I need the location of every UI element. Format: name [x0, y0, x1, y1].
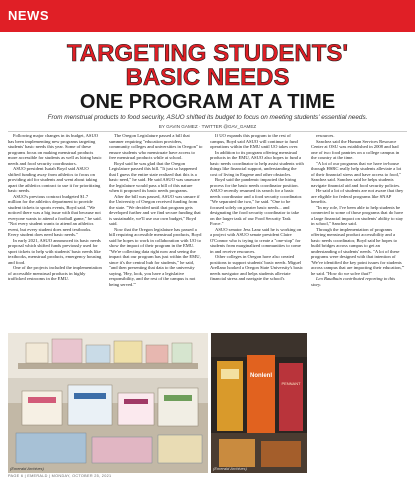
paragraph: Boyd said the pandemic impacted the hiring process for the basic needs coordinator position. ASUO recently resumed its search for a basic needs coordinator and a food security coordinator. "We separated the two," he said. "One to be focused solely on greater basic needs... and designating the food security coordinator to take on the larger task of our Food Security Task Force."	[210, 177, 303, 226]
paragraph: If UO expands this program to the rest of campus, Boyd said ASUO will continue to fund operations within the EMU until UO takes over.	[210, 133, 299, 149]
byline: BY GAVIN GAMEZ · TWITTER @GAV_GAMEZ	[158, 124, 257, 129]
photo-credit-2: (Emerald Archives)	[213, 466, 247, 471]
paragraph: Now that the Oregon legislature has passed a bill requiring accessible menstrual products, Boyd said he hopes to work in collaboration with UO to show the impact of their program in the EMU. "We're collecting data right now and seeing the impact that our program has just within the EMU, since it's the central hub for students," he said, "and then presenting that data to the university saying, 'Hey, look, you have a legislative responsibility, and the rest of the campus is not being served.'"	[109, 226, 202, 287]
headline-line-1: TARGETING STUDENTS'	[66, 40, 349, 67]
paragraph: "In my role, I've been able to help students be connected to some of those programs that do have a large financial impact on students' ability to stay in school," Sanchez said.	[311, 204, 404, 226]
article-column-4	[311, 133, 405, 471]
paragraph: resources.	[316, 133, 335, 138]
paragraph-italic: Leo Baudhuin contributed reporting to this story.	[311, 276, 396, 287]
paragraph: The Oregon Legislature passed a bill that summer requiring "education providers, community colleges and universities in Oregon" to ensure students who menstruate have access to free menstrual products while at school.	[109, 133, 203, 160]
headline-line-2: BASIC NEEDS	[125, 64, 290, 91]
paragraph: In addition to its program offering menstrual products in the EMU, ASUO also hopes to fund a basic needs coordinator to help assist students with things like financial support, understanding the cost of living in Eugene and other obstacles.	[210, 149, 304, 177]
divider	[8, 131, 407, 132]
photo-menstrual-products-art	[8, 333, 208, 473]
article-column-1	[8, 133, 102, 331]
paragraph: "A lot of our programs that we have in-house through HSRC really help students alleviate a lot of their financial stress and have access to food," Sanchez said. Sanchez said he helps students navigate financial aid and food security policies.	[311, 160, 402, 188]
paragraph: Through the implementation of programs offering menstrual product accessibility and a basic needs coordinator, Boyd said he hopes to build bridges across campus to get an understanding of students' needs. "A lot of these programs were designed with that intention of 'We've identified the key point issues for students across campus that are impacting their education,'" he said. "How do we solve that?"	[311, 226, 405, 276]
paragraph: In early 2021, ASUO announced its basic needs proposal which shifted funds previously used for sport tickets to help with students' basic needs like textbooks, menstrual products, emergency housing and food.	[8, 237, 102, 265]
paragraph: Boyd said he was glad that the Oregon Legislature passed this bill. "It just so happened that I guess the entire state realized that this is a basic need," he said. He said ASUO was unaware the legislature would pass a bill of this nature when it proposed its basic needs programs.	[109, 160, 200, 193]
photo-food-pantry	[211, 333, 307, 473]
page-footer: PAGE 6 | EMERALD | MONDAY, OCTOBER 25, 2021	[8, 474, 112, 478]
paragraph: Following major changes in its budget, ASUO has been implementing new programs targeting students' basic needs this year. Some of these programs focus on making menstrual products more accessible for students as well as hiring basic needs and food security coordinators.	[8, 133, 102, 166]
box-label-2: PENNANT	[281, 381, 301, 386]
section-label: NEWS	[8, 8, 49, 23]
deck: From menstrual products to food security, ASUO shifted its budget to focus on meeting students' essential needs.	[47, 114, 368, 121]
paragraph: He said a lot of students are not aware that they are eligible for federal programs like SNAP benefits.	[311, 188, 404, 204]
photo-food-pantry-art	[211, 333, 307, 473]
paragraph: ASUO's previous contract budgeted $1.7 million for the athletics department to provide student tickets to sports events, Boyd said. "We noticed there was a big issue with that because not everyone wants to attend a football game," he said. "Not every student wants to attend an athletics event, but every student does need textbooks. Every student does need basic needs."	[8, 193, 102, 237]
paragraph: Sanchez said the Human Services Resource Center at OSU was established in 2008 and had one of two food pantries on a college campus in the country at the time.	[311, 138, 400, 160]
paragraph: One of the projects included the implementation of accessible menstrual products in highly trafficked restrooms in the EMU.	[8, 265, 102, 281]
section-band	[0, 0, 415, 32]
photo-credit-1: (Emerald Archives)	[10, 466, 44, 471]
article-column-3	[210, 133, 304, 331]
box-label-1: Nonlenl	[250, 373, 272, 379]
paragraph: ASUO senator Jess Lanz said he is working on a project with ASUO senate president Claire O'Connor who is trying to create a "one-stop" for students from marginalized communities to come in and receive resources.	[210, 226, 302, 254]
photo-menstrual-products	[8, 333, 208, 473]
paragraph: Other colleges in Oregon have also created positions to support students' basic needs. Miguel Arellano hooked a Oregon State University's basic needs navigator and helps students alleviate financial stress and navigate the school's	[210, 254, 303, 281]
article-column-2	[109, 133, 203, 331]
paragraph: After the bill was passed, ASUO was unsure if the University of Oregon received funding from the state. "We decided until that program gets developed further and we find secure funding that is sustainable, we'll use our own budget," Boyd said.	[109, 193, 201, 226]
paragraph: ASUO president Isaiah Boyd said ASUO shifted funding away from athletics to focus on providing aid for students and went about taking apart the athletics contract to use it for prioritizing basic needs.	[8, 166, 101, 193]
headline-line-3: ONE PROGRAM AT A TIME	[79, 91, 336, 113]
